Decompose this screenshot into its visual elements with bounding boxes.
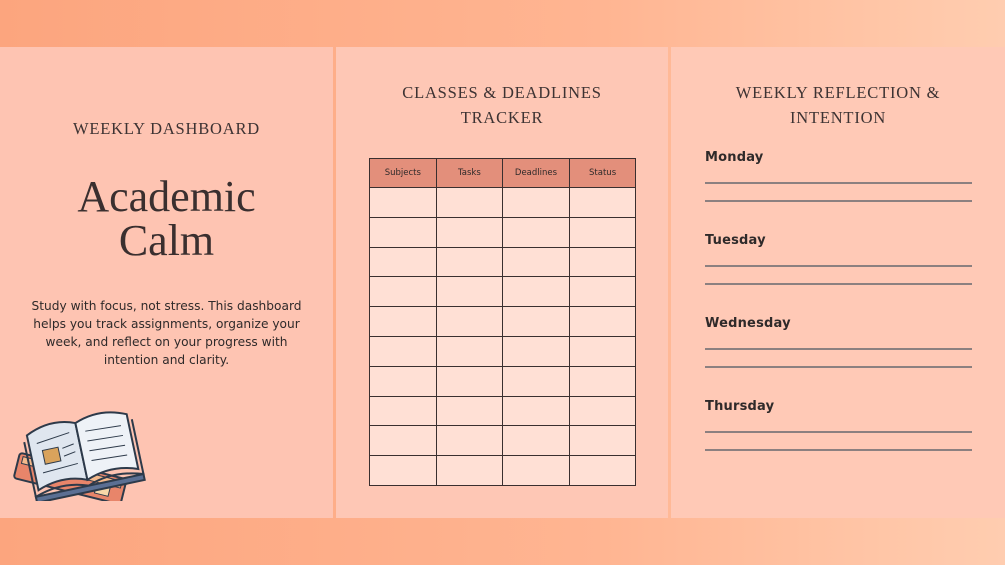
- table-cell[interactable]: [370, 336, 437, 366]
- table-cell[interactable]: [569, 366, 636, 396]
- table-cell[interactable]: [370, 456, 437, 486]
- tracker-title-line-1: CLASSES & DEADLINES: [402, 83, 602, 102]
- table-row: [370, 426, 636, 456]
- table-cell[interactable]: [503, 188, 570, 218]
- day-thursday: [705, 399, 972, 414]
- table-cell[interactable]: [370, 217, 437, 247]
- day-label: Wednesday: [705, 316, 791, 331]
- table-cell[interactable]: [569, 247, 636, 277]
- writing-line[interactable]: [705, 182, 972, 184]
- table-row: [370, 396, 636, 426]
- table-cell[interactable]: [436, 217, 503, 247]
- table-row: [370, 307, 636, 337]
- tracker-table: [369, 158, 636, 486]
- column-header-tasks: Tasks: [436, 159, 503, 188]
- table-cell[interactable]: [370, 188, 437, 218]
- reflection-panel: [671, 47, 1005, 518]
- table-cell[interactable]: [370, 307, 437, 337]
- table-cell[interactable]: [503, 336, 570, 366]
- table-row: [370, 366, 636, 396]
- table-cell[interactable]: [436, 456, 503, 486]
- description-text: Study with focus, not stress. This dashboard helps you track assignments, organize your week, and reflect on your progress with intention and clarity.: [31, 299, 302, 367]
- table-cell[interactable]: [436, 336, 503, 366]
- table-cell[interactable]: [436, 188, 503, 218]
- page-title: [0, 172, 333, 265]
- table-cell[interactable]: [569, 277, 636, 307]
- reflection-title: [671, 80, 1005, 130]
- title-line-2: Calm: [118, 216, 215, 265]
- table-cell[interactable]: [569, 456, 636, 486]
- table-cell[interactable]: [569, 426, 636, 456]
- table-row: [370, 336, 636, 366]
- table-cell[interactable]: [503, 217, 570, 247]
- table-cell[interactable]: [569, 188, 636, 218]
- table-cell[interactable]: [503, 366, 570, 396]
- table-row: [370, 456, 636, 486]
- tracker-panel: [336, 47, 668, 518]
- day-monday: [705, 150, 972, 165]
- table-cell[interactable]: [370, 396, 437, 426]
- table-cell[interactable]: [436, 307, 503, 337]
- books-icon: [8, 395, 150, 501]
- table-cell[interactable]: [436, 396, 503, 426]
- writing-line[interactable]: [705, 366, 972, 368]
- table-cell[interactable]: [436, 426, 503, 456]
- table-cell[interactable]: [569, 336, 636, 366]
- table-cell[interactable]: [503, 456, 570, 486]
- day-label: Monday: [705, 150, 764, 165]
- tracker-title: [336, 80, 668, 130]
- writing-line[interactable]: [705, 265, 972, 267]
- table-row: [370, 247, 636, 277]
- table-cell[interactable]: [370, 366, 437, 396]
- writing-line[interactable]: [705, 449, 972, 451]
- table-cell[interactable]: [503, 396, 570, 426]
- day-wednesday: [705, 316, 972, 331]
- title-line-1: Academic: [77, 172, 256, 221]
- column-header-status: Status: [569, 159, 636, 188]
- writing-line[interactable]: [705, 283, 972, 285]
- table-cell[interactable]: [436, 277, 503, 307]
- day-label: Thursday: [705, 399, 775, 414]
- table-row: [370, 188, 636, 218]
- table-cell[interactable]: [569, 396, 636, 426]
- dashboard-heading: WEEKLY DASHBOARD: [73, 119, 260, 138]
- reflection-title-line-2: INTENTION: [789, 108, 887, 127]
- table-cell[interactable]: [569, 307, 636, 337]
- table-cell[interactable]: [503, 277, 570, 307]
- day-label: Tuesday: [705, 233, 766, 248]
- intro-panel: [0, 47, 333, 518]
- table-cell[interactable]: [370, 247, 437, 277]
- day-tuesday: [705, 233, 972, 248]
- column-header-subjects: Subjects: [370, 159, 437, 188]
- table-cell[interactable]: [503, 247, 570, 277]
- table-cell[interactable]: [370, 277, 437, 307]
- table-cell[interactable]: [370, 426, 437, 456]
- reflection-title-line-1: WEEKLY REFLECTION &: [735, 83, 941, 102]
- table-cell[interactable]: [436, 366, 503, 396]
- tracker-title-line-2: TRACKER: [460, 108, 544, 127]
- table-row: [370, 217, 636, 247]
- table-cell[interactable]: [436, 247, 503, 277]
- table-row: [370, 277, 636, 307]
- table-cell[interactable]: [503, 426, 570, 456]
- table-cell[interactable]: [569, 217, 636, 247]
- column-header-deadlines: Deadlines: [503, 159, 570, 188]
- table-cell[interactable]: [503, 307, 570, 337]
- writing-line[interactable]: [705, 200, 972, 202]
- writing-line[interactable]: [705, 431, 972, 433]
- writing-line[interactable]: [705, 348, 972, 350]
